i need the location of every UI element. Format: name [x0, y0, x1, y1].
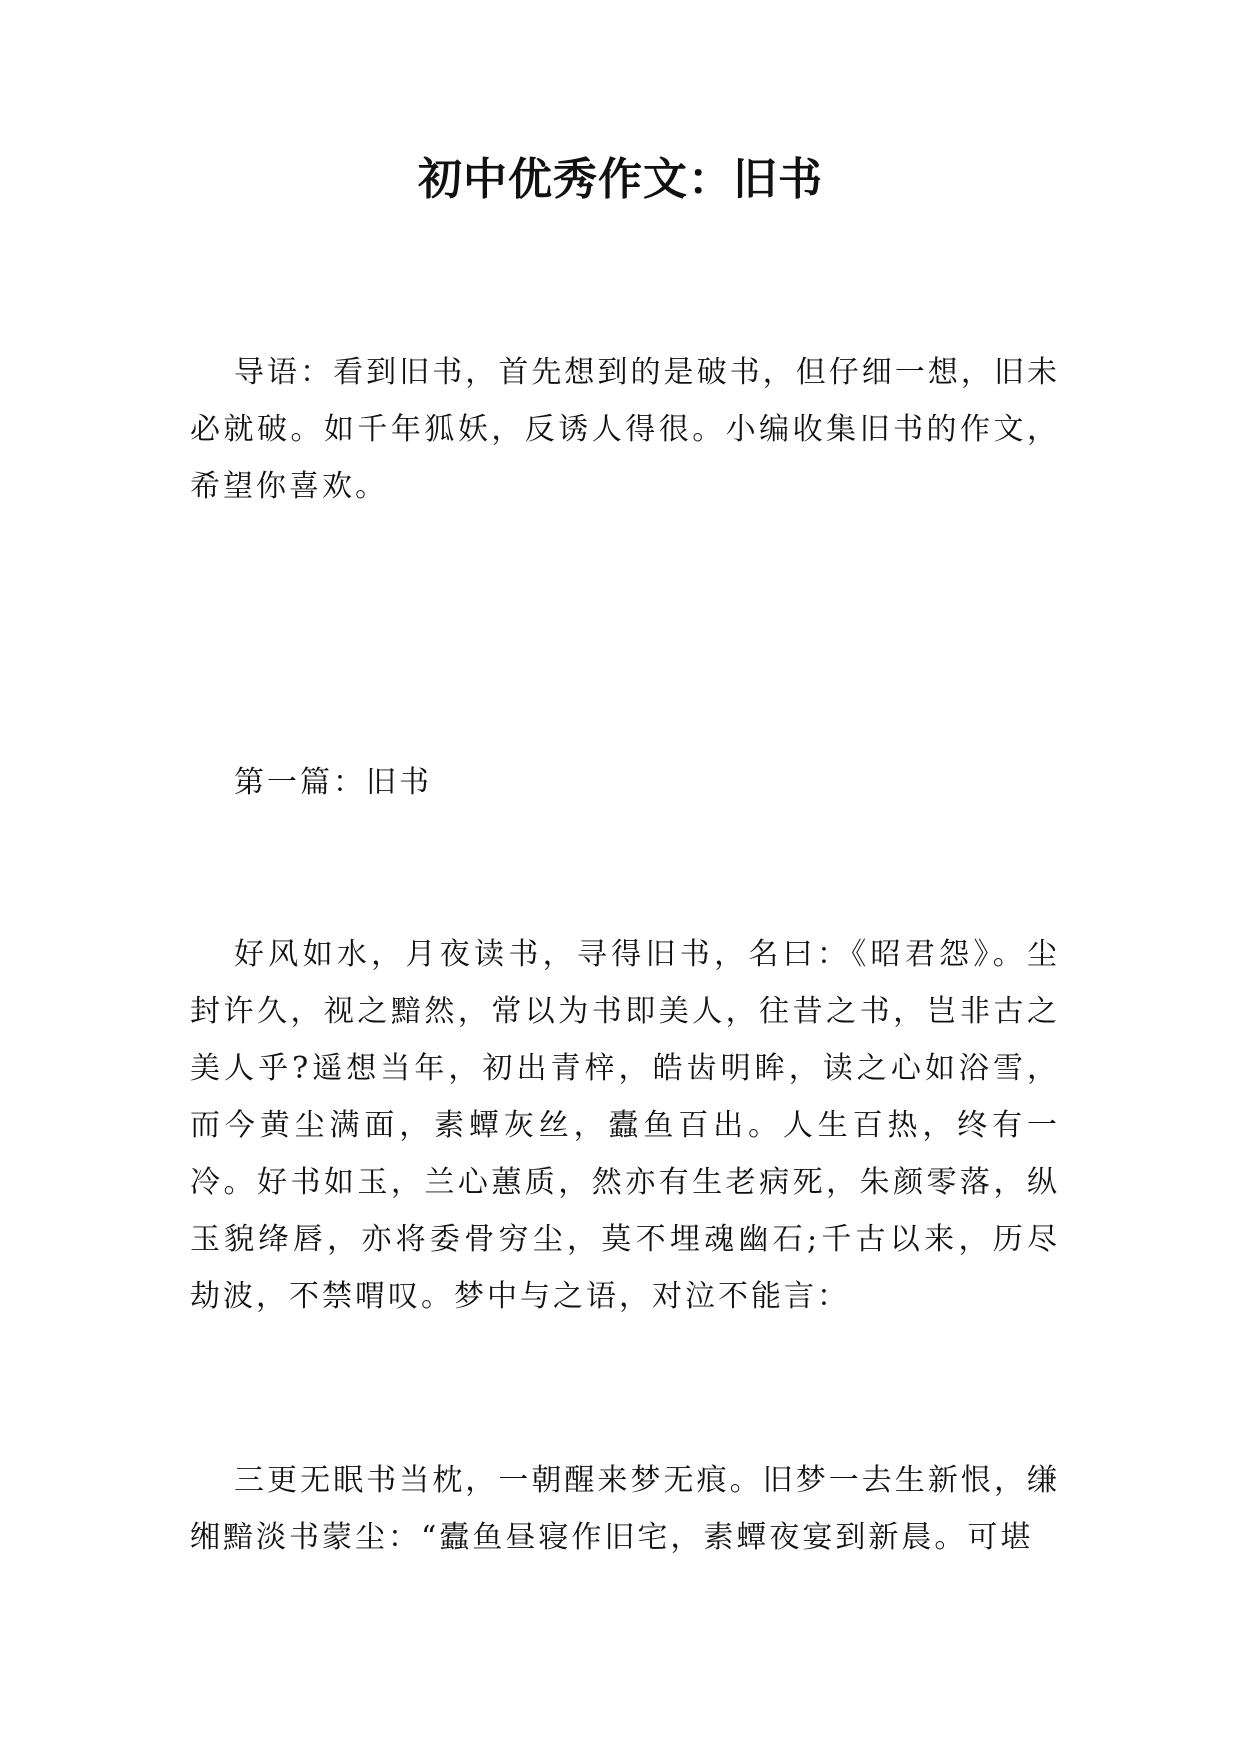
- body-paragraph: 好风如水，月夜读书，寻得旧书，名曰：《昭君怨》。尘封许久，视之黯然，常以为书即美人，往昔之书，岂非古之美人乎?遥想当年，初出青梓，皓齿明眸，读之心如浴雪，而今黄尘满面，素蟫灰丝，蠹鱼百出。人生百热，终有一冷。好书如玉，兰心蕙质，然亦有生老病死，朱颜零落，纵玉貌绛唇，亦将委骨穷尘，莫不埋魂幽石;千古以来，历尽劫波，不禁喟叹。梦中与之语，对泣不能言：: [190, 937, 1060, 1314]
- document-title: 初中优秀作文：旧书: [418, 154, 823, 205]
- body-paragraph: 三更无眠书当枕，一朝醒来梦无痕。旧梦一去生新恨，缣缃黯淡书蒙尘：“蠹鱼昼寝作旧宅，素蟫夜宴到新晨。可堪: [190, 1463, 1060, 1555]
- intro-paragraph: 导语：看到旧书，首先想到的是破书，但仔细一想，旧未必就破。如千年狐妖，反诱人得很。小编收集旧书的作文，希望你喜欢。: [190, 355, 1060, 504]
- section-heading: 第一篇：旧书: [234, 765, 432, 800]
